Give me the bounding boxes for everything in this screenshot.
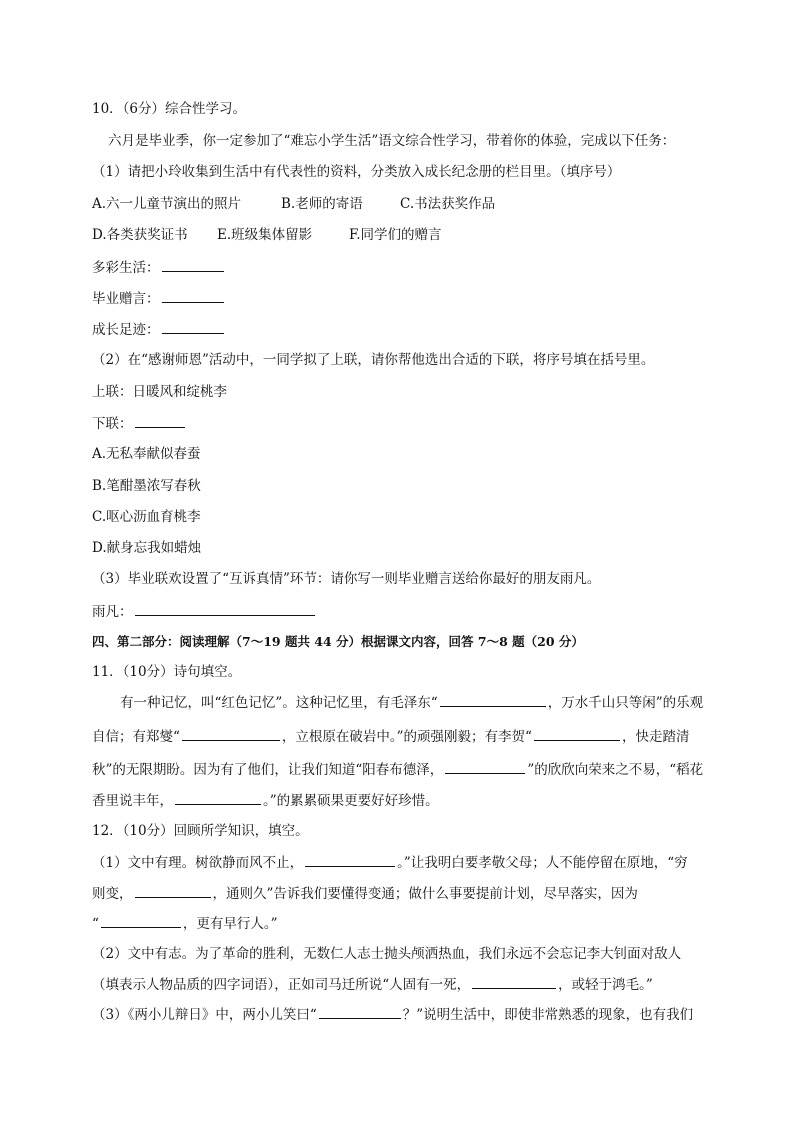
couplet-lower [92,414,187,433]
answer-blank[interactable] [162,258,224,272]
answer-blank[interactable] [319,1005,401,1019]
answer-blank[interactable] [534,727,620,741]
couplet-option-a: A.无私奉献似春蚕 [92,446,201,462]
section-heading: 四、第二部分：阅读理解（7～19 题共 44 分）根据课文内容，回答 7～8 题（20 分） [92,634,584,649]
q11-title: 11．（10分）诗句填空。 [92,664,242,680]
text-segment: 有一种记忆，叫“红色记忆”。这种记忆里，有毛泽东“ [120,695,438,711]
text-segment: 。”的累累硕果更要好好珍惜。 [263,793,439,809]
category-label: 多彩生活： [92,260,160,276]
q10-title: 10．（6分）综合性学习。 [92,101,247,117]
answer-blank[interactable] [305,853,395,867]
category-growth-footprints [92,320,226,339]
option-a: A.六一儿童节演出的照片 [92,196,242,212]
option-e: E.班级集体留影 [217,227,313,243]
option-c: C.书法获奖作品 [400,196,496,212]
answer-blank[interactable] [135,884,211,898]
q11-line-4 [92,791,439,810]
text-segment: 秋”的无限期盼。因为有了他们，让我们知道“阳春布德泽， [92,762,444,778]
answer-blank[interactable] [175,791,261,805]
couplet-option-d: D.献身忘我如蜡烛 [92,540,202,556]
text-segment: ，更有早行人。” [182,916,278,932]
q12-line-6 [92,1005,693,1024]
option-f: F.同学们的赠言 [349,227,442,243]
category-graduation-words [92,289,226,308]
answer-blank[interactable] [135,602,315,616]
option-d: D.各类获奖证书 [92,227,188,243]
q10-part1: （1）请把小玲收集到生活中有代表性的资料，分类放入成长纪念册的栏目里。（填序号） [92,164,621,180]
text-segment: （3）《两小儿辩日》中，两小儿笑曰“ [92,1007,317,1023]
q12-line-3 [92,914,278,933]
answer-blank[interactable] [472,975,556,989]
answer-blank[interactable] [440,693,546,707]
q12-line-1 [92,853,688,872]
category-label: 毕业赠言： [92,291,160,307]
answer-blank[interactable] [445,760,525,774]
text-segment: 自信；有郑燮“ [92,729,180,745]
q12-title: 12．（10分）回顾所学知识，填空。 [92,823,309,839]
text-segment: （填表示人物品质的四字词语），正如司马迁所说“人固有一死， [92,977,471,993]
text-segment: ，万水千山只等闲”的乐观 [547,695,704,711]
text-segment: ，或轻于鸿毛。” [558,977,653,993]
category-label: 成长足迹： [92,322,160,338]
text-segment: 。”让我明白要孝敬父母；人不能停留在原地，“穷 [397,855,688,871]
q10-part3: （3）毕业联欢设置了“互诉真情”环节：请你写一则毕业赠言送给你最好的朋友雨凡。 [92,571,601,587]
option-b: B.老师的寄语 [281,196,363,212]
q11-line-1 [120,693,703,712]
q12-line-2 [92,884,638,903]
couplet-option-c: C.呕心沥血育桃李 [92,509,201,525]
text-segment: ，快走踏清 [621,729,690,745]
q12-line-4: （2）文中有志。为了革命的胜利，无数仁人志士抛头颅洒热血，我们永远不会忘记李大钊面对敌人 [92,946,682,962]
couplet-lower-label: 下联： [92,416,133,432]
couplet-upper: 上联：日暖风和绽桃李 [92,384,227,400]
q11-line-2 [92,727,689,746]
answer-blank[interactable] [101,914,181,928]
text-segment: ？”说明生活中，即使非常熟悉的现象，也有我们 [402,1007,694,1023]
yufan-label: 雨凡： [92,604,133,620]
answer-blank[interactable] [162,320,224,334]
q10-intro: 六月是毕业季，你一定参加了“难忘小学生活”语文综合性学习，带着你的体验，完成以下任务： [108,133,676,149]
text-segment: 香里说丰年， [92,793,173,809]
q11-line-3 [92,760,703,779]
yufan-line [92,602,317,621]
couplet-option-b: B.笔酣墨浓写春秋 [92,478,201,494]
text-segment: ”的欣欣向荣来之不易，“稻花 [527,762,704,778]
text-segment: “ [92,916,99,932]
answer-blank[interactable] [135,414,185,428]
answer-blank[interactable] [182,727,280,741]
text-segment: （1）文中有理。树欲静而风不止， [92,855,304,871]
text-segment: 则变， [92,886,133,902]
q10-part2: （2）在“感谢师恩”活动中，一同学拟了上联，请你帮他选出合适的下联，将序号填在括号里。 [92,352,655,368]
answer-blank[interactable] [162,289,224,303]
category-colorful-life [92,258,226,277]
q12-line-5 [92,975,653,994]
text-segment: ，立根原在破岩中。”的顽强刚毅；有李贺“ [281,729,532,745]
text-segment: ，通则久”告诉我们要懂得变通；做什么事要提前计划，尽早落实，因为 [212,886,638,902]
